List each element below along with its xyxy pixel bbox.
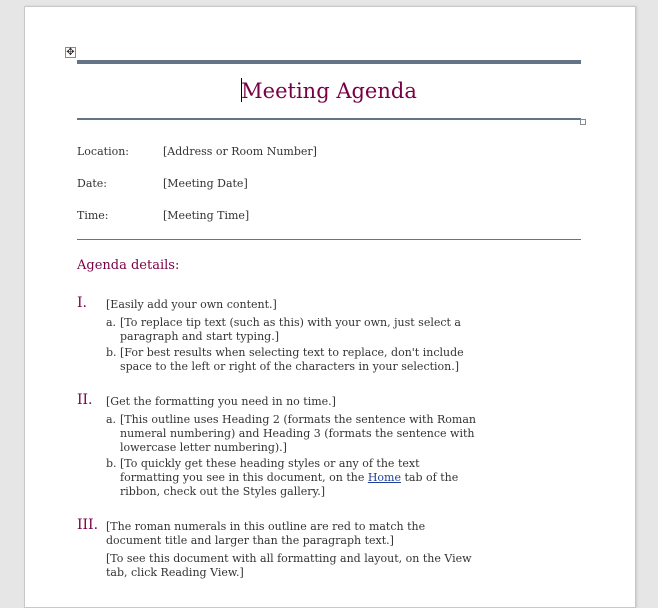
meta-row-date[interactable] bbox=[77, 177, 248, 191]
roman-numeral: I. bbox=[77, 295, 87, 311]
title-bottom-rule bbox=[77, 118, 581, 120]
sub-item[interactable] bbox=[106, 457, 480, 499]
sub-item[interactable] bbox=[106, 316, 480, 344]
item-text[interactable]: [The roman numerals in this outline are red to match the document title and larger than the paragraph text.] bbox=[106, 520, 426, 547]
sub-letter: b. bbox=[106, 457, 117, 470]
sub-text[interactable] bbox=[120, 457, 458, 498]
sub-text[interactable]: [This outline uses Heading 2 (formats the sentence with Roman numeral numbering) and Heading 3 (formats the sentence with lowercase letter numbering).] bbox=[120, 413, 476, 454]
table-move-icon[interactable]: ✥ bbox=[66, 47, 75, 58]
meta-value[interactable]: [Meeting Date] bbox=[163, 177, 248, 190]
meta-value[interactable]: [Meeting Time] bbox=[163, 209, 250, 222]
meta-label: Location: bbox=[77, 145, 129, 158]
agenda-item-1[interactable] bbox=[77, 295, 497, 374]
sub-letter: b. bbox=[106, 346, 117, 359]
table-resize-icon[interactable] bbox=[580, 119, 586, 125]
meta-row-time[interactable] bbox=[77, 209, 249, 223]
sub-letter: a. bbox=[106, 316, 117, 329]
title-top-rule bbox=[77, 60, 581, 64]
meta-value[interactable]: [Address or Room Number] bbox=[163, 145, 317, 158]
meta-label: Time: bbox=[77, 209, 109, 222]
agenda-item-3[interactable] bbox=[77, 517, 497, 580]
sub-item[interactable] bbox=[106, 346, 480, 374]
sub-text-part: [To quickly get these heading styles or any of the text formatting you see in this document, on the bbox=[120, 457, 420, 484]
sub-item[interactable] bbox=[106, 413, 490, 455]
item-paragraph[interactable]: [To see this document with all formatting and layout, on the View tab, click Reading View.] bbox=[106, 552, 472, 579]
meta-row-location[interactable] bbox=[77, 145, 317, 159]
agenda-item-2[interactable] bbox=[77, 392, 497, 499]
home-tab-link[interactable]: Home bbox=[367, 471, 401, 484]
meta-label: Date: bbox=[77, 177, 108, 190]
sub-text[interactable]: [To replace tip text (such as this) with your own, just select a paragraph and start typing.] bbox=[120, 316, 461, 343]
sub-text[interactable]: [For best results when selecting text to replace, don't include space to the left or right of the characters in your selection.] bbox=[120, 346, 464, 373]
section-heading[interactable]: Agenda details: bbox=[77, 258, 180, 273]
title-text: Meeting Agenda bbox=[241, 79, 417, 103]
sub-letter: a. bbox=[106, 413, 117, 426]
document-title[interactable] bbox=[77, 77, 581, 105]
item-text[interactable]: [Easily add your own content.] bbox=[106, 298, 277, 311]
section-divider bbox=[77, 239, 581, 240]
roman-numeral: II. bbox=[77, 392, 93, 408]
sub-text-part: tab of the ribbon, check out the Styles gallery.] bbox=[120, 471, 459, 498]
roman-numeral: III. bbox=[77, 517, 99, 533]
item-text[interactable]: [Get the formatting you need in no time.] bbox=[106, 395, 336, 408]
